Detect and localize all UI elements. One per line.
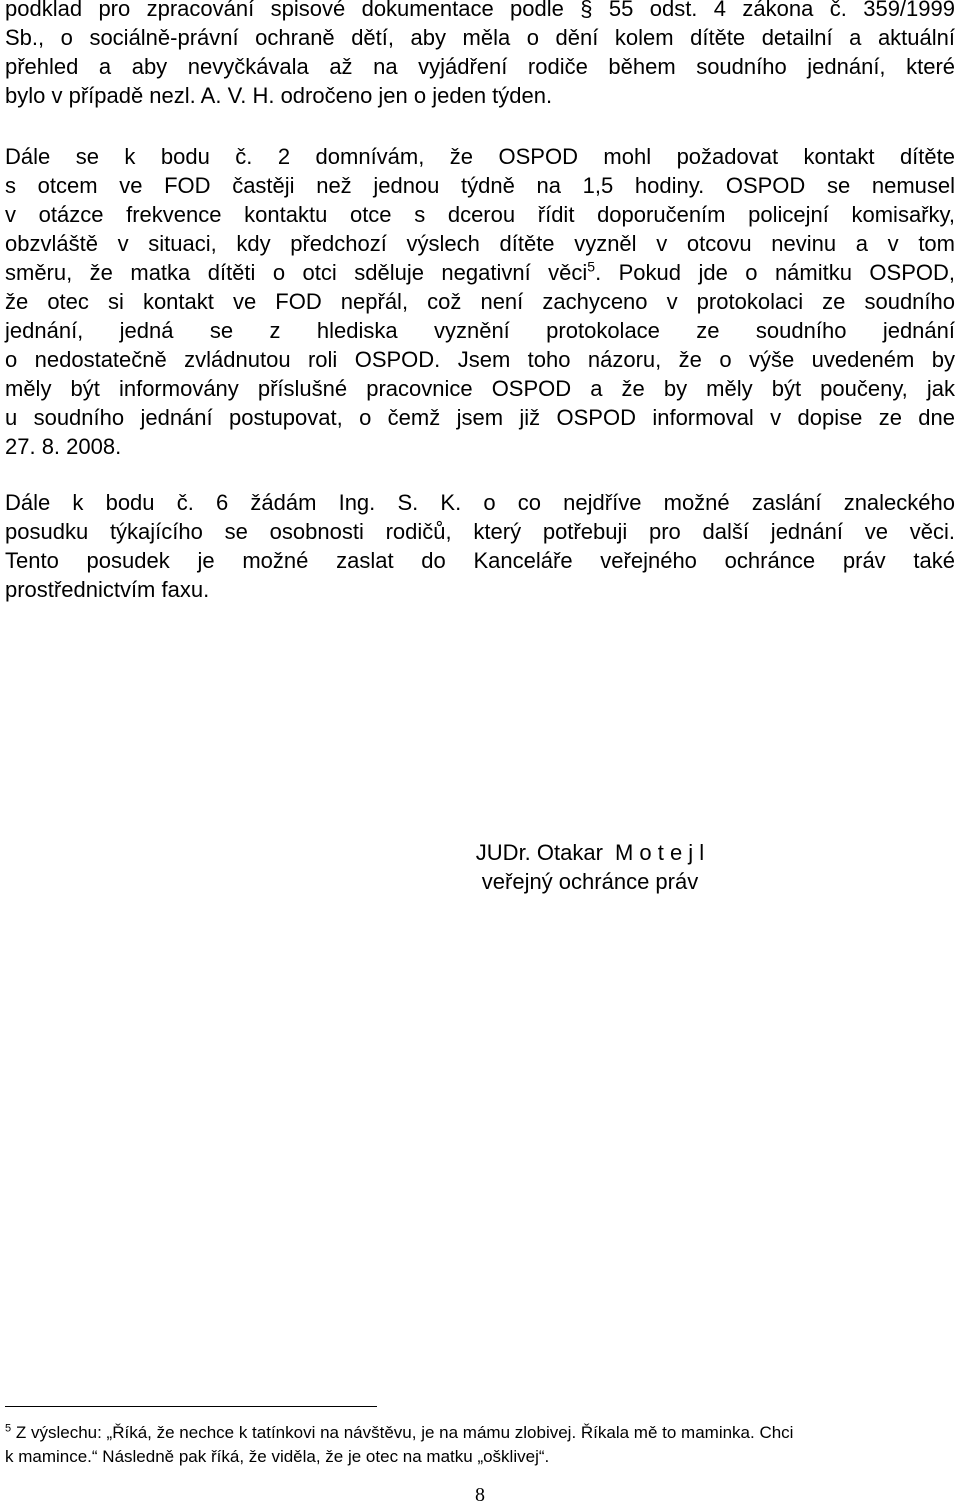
- text-line: měly být informovány příslušné pracovnice OSPOD a že by měly být poučeny, jak: [5, 376, 955, 401]
- text-line: bylo v případě nezl. A. V. H. odročeno jen o jeden týden.: [5, 83, 553, 108]
- footnote-number: 5: [5, 1422, 12, 1435]
- text-line: jednání, jedná se z hlediska vyznění protokolace ze soudního jednání: [5, 318, 955, 343]
- signature-name: [400, 838, 780, 867]
- paragraph-point-2: [5, 142, 955, 461]
- text-line: 27. 8. 2008.: [5, 434, 122, 459]
- text-line: Sb., o sociálně-právní ochraně dětí, aby měla o dění kolem dítěte detailní a aktuální: [5, 25, 955, 50]
- text-line: že otec si kontakt ve FOD nepřál, což není zachyceno v protokolaci ze soudního: [5, 289, 955, 314]
- text-line: o nedostatečně zvládnutou roli OSPOD. Jsem toho názoru, že o výše uvedeném by: [5, 347, 955, 372]
- signature-title-name: JUDr. Otakar: [475, 840, 603, 865]
- text-segment: směru, že matka dítěti o otci sděluje negativní věci: [5, 260, 588, 285]
- signature-role: veřejný ochránce práv: [481, 869, 699, 894]
- footnote-separator: [5, 1406, 377, 1407]
- footnote-reference[interactable]: 5: [587, 258, 596, 275]
- text-line: obzvláště v situaci, kdy předchozí výslech dítěte vyzněl v otcovu nevinu a v tom: [5, 231, 955, 256]
- signature-surname: M o t e j l: [614, 840, 705, 865]
- paragraph-point-6: [5, 488, 955, 604]
- text-line: v otázce frekvence kontaktu otce s dcerou řídit doporučením policejní komisařky,: [5, 202, 955, 227]
- footnote-line: k mamince.“ Následně pak říká, že viděla, že je otec na matku „ošklivej“.: [5, 1447, 550, 1466]
- text-line-with-footnote: [5, 258, 955, 287]
- text-line: podklad pro zpracování spisové dokumentace podle § 55 odst. 4 zákona č. 359/1999: [5, 0, 955, 21]
- paragraph-legal-basis: [5, 0, 955, 110]
- text-line: Tento posudek je možné zaslat do Kanceláře veřejného ochránce práv také: [5, 548, 955, 573]
- text-segment: . Pokud jde o námitku OSPOD,: [595, 260, 955, 285]
- text-line: Dále se k bodu č. 2 domnívám, že OSPOD mohl požadovat kontakt dítěte: [5, 144, 955, 169]
- text-line: u soudního jednání postupovat, o čemž jsem již OSPOD informoval v dopise ze dne: [5, 405, 955, 430]
- footnote-text: Z výslechu: „Říká, že nechce k tatínkovi na návštěvu, je na mámu zlobivej. Říkala mě to maminka. Chci: [15, 1423, 794, 1442]
- footnote-line: [5, 1420, 955, 1446]
- text-line: s otcem ve FOD častěji než jednou týdně na 1,5 hodiny. OSPOD se nemusel: [5, 173, 955, 198]
- text-line: prostřednictvím faxu.: [5, 577, 210, 602]
- page-number: 8: [475, 1484, 485, 1506]
- text-line: posudku týkajícího se osobnosti rodičů, který potřebuji pro další jednání ve věci.: [5, 519, 955, 544]
- text-line: přehled a aby nevyčkávala až na vyjádření rodiče během soudního jednání, které: [5, 54, 955, 79]
- text-line: Dále k bodu č. 6 žádám Ing. S. K. o co nejdříve možné zaslání znaleckého: [5, 490, 955, 515]
